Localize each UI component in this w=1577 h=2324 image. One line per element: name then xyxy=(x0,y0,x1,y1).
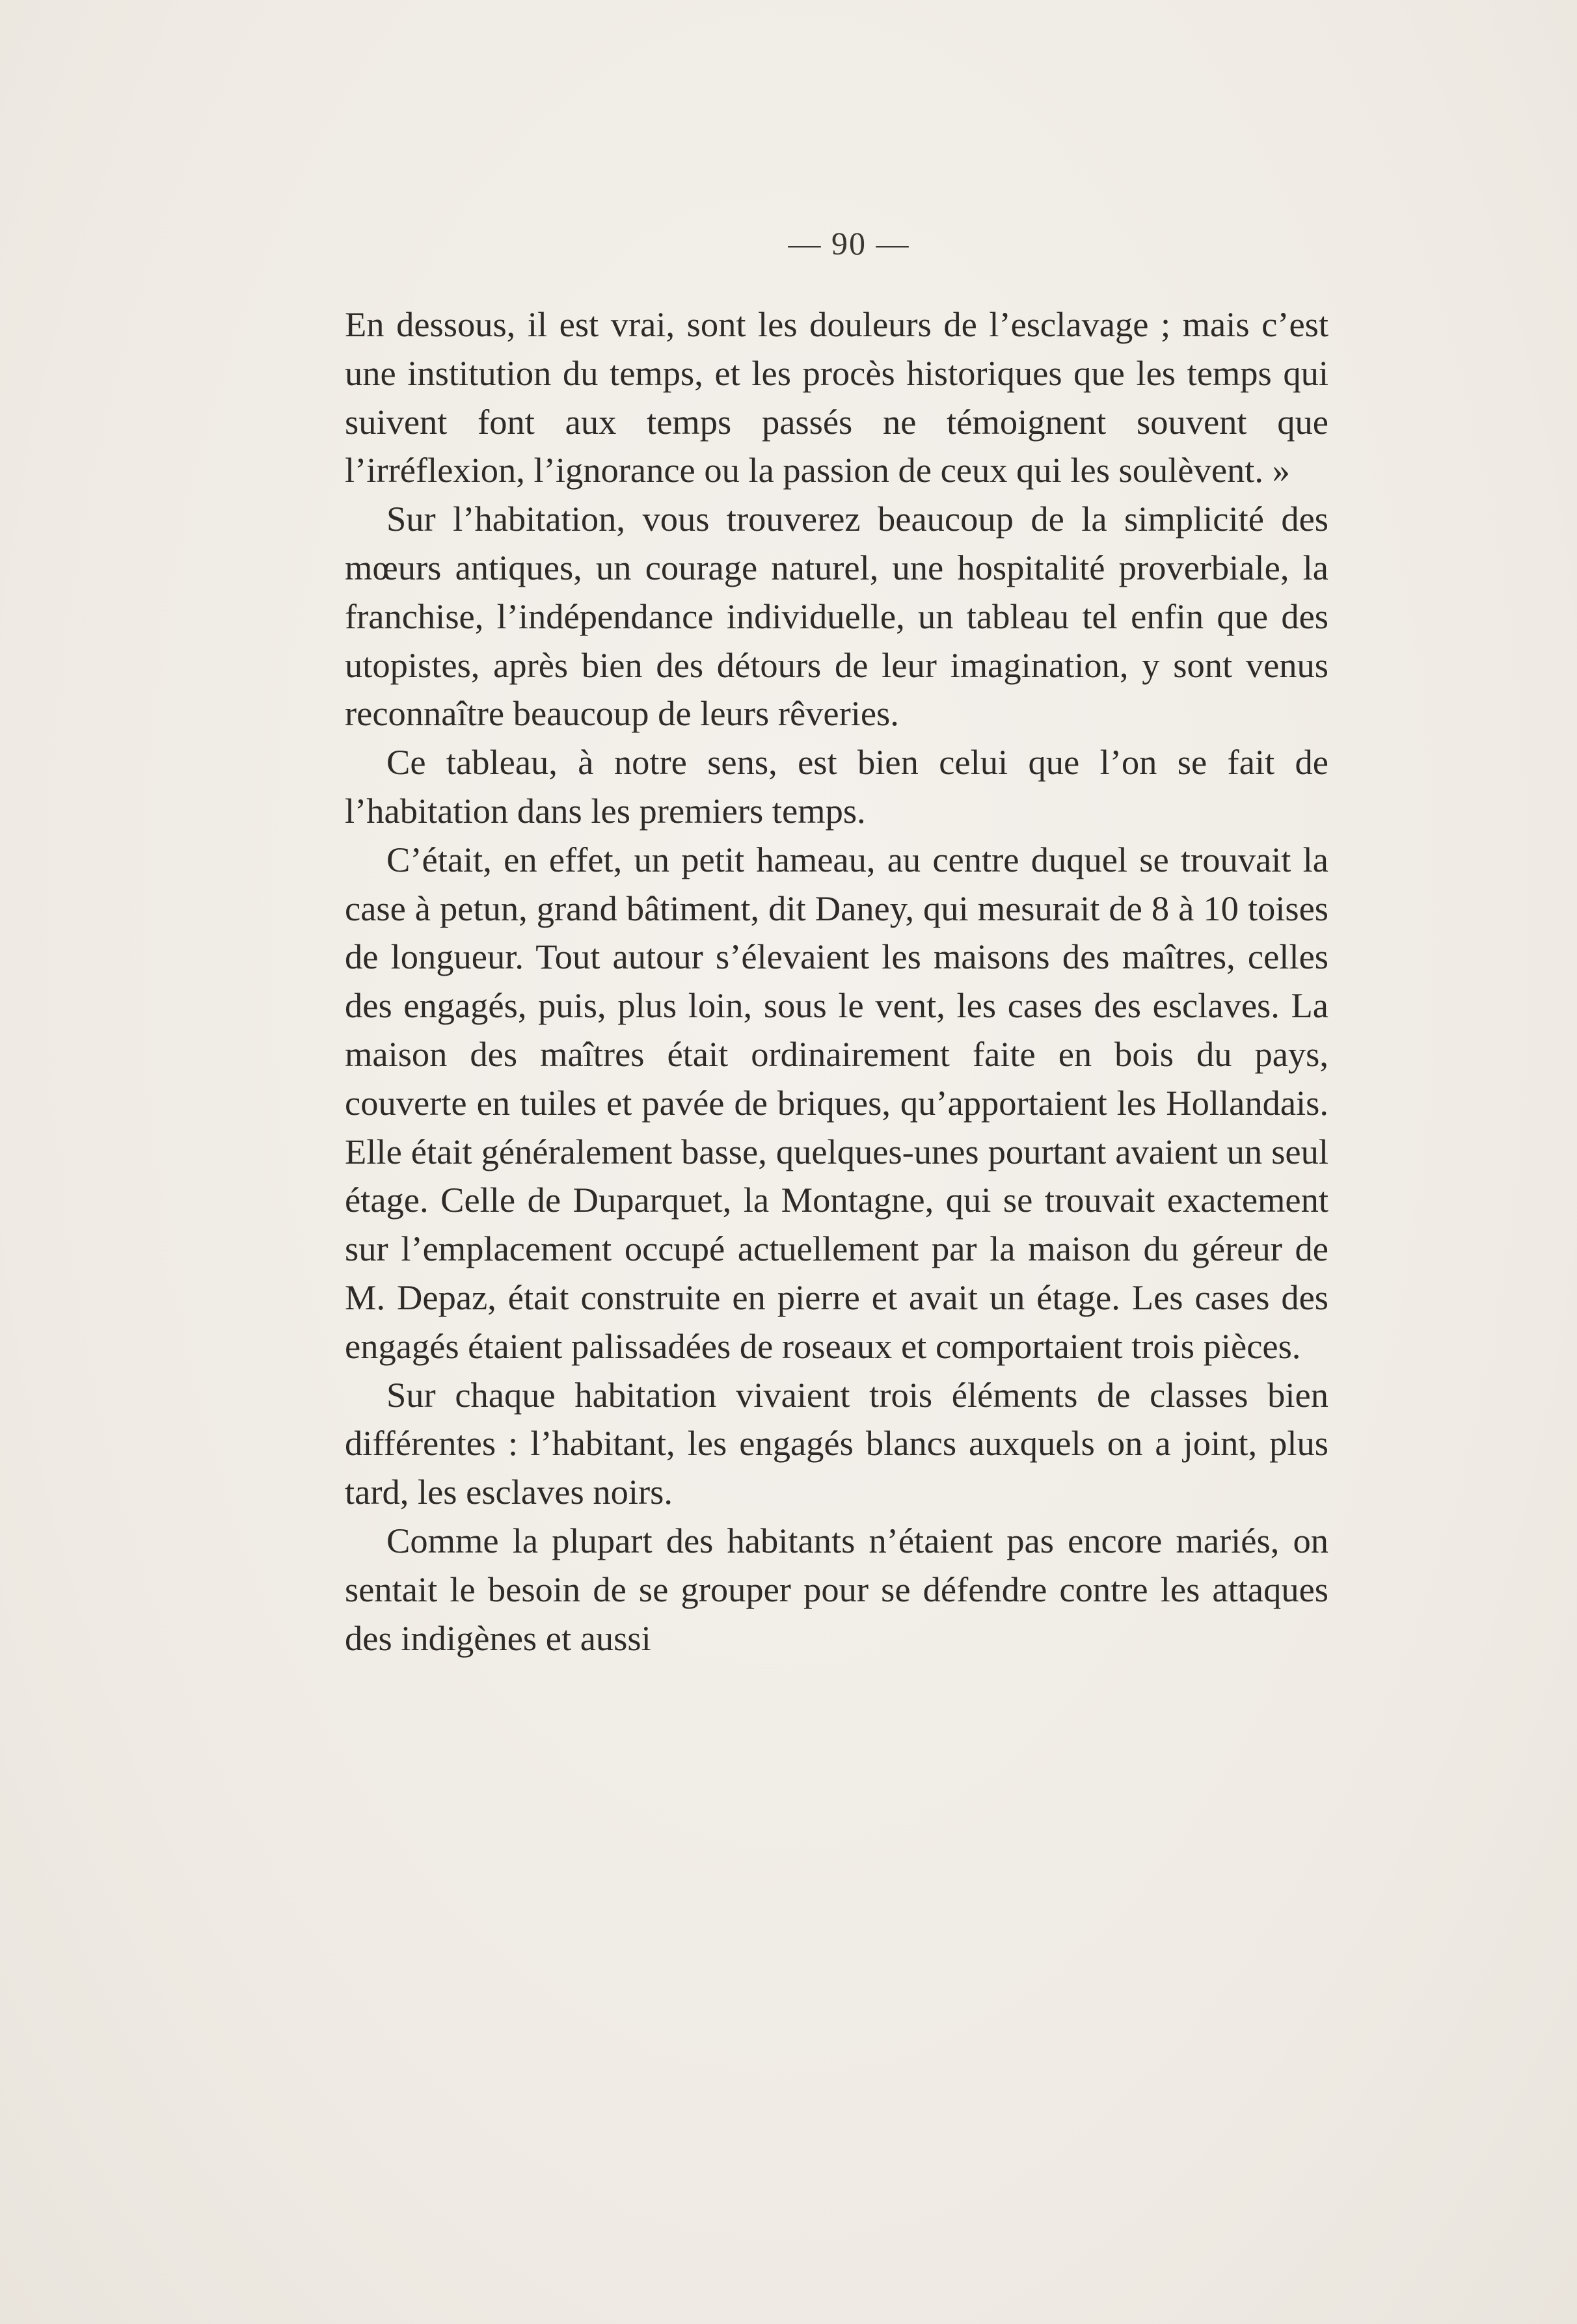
body-text xyxy=(345,301,1328,1663)
paragraph-4: C’était, en effet, un petit hameau, au centre duquel se trouvait la case à petun, grand bâtiment, dit Daney, qui mesurait de 8 à 10 toises de longueur. Tout autour s’élevaient les maisons des maîtres, celles des engagés, puis, plus loin, sous le vent, les cases des esclaves. La maison des maîtres était ordinairement faite en bois du pays, couverte en tuiles et pavée de briques, qu’apportaient les Hollandais. Elle était généralement basse, quelques-unes pourtant avaient un seul étage. Celle de Duparquet, la Montagne, qui se trouvait exactement sur l’emplacement occupé actuellement par la maison du géreur de M. Depaz, était construite en pierre et avait un étage. Les cases des engagés étaient palissadées de roseaux et comportaient trois pièces. xyxy=(345,839,1328,1366)
paragraph-1: En dessous, il est vrai, sont les douleurs de l’esclavage ; mais c’est une institution du temps, et les procès historiques que les temps qui suivent font aux temps passés ne témoignent souvent que l’irréflexion, l’ignorance ou la passion de ceux qui les soulèvent. » xyxy=(345,304,1328,490)
paragraph-6: Comme la plupart des habitants n’étaient pas encore mariés, on sentait le besoin de se grouper pour se défendre contre les attaques des indigènes et aussi xyxy=(345,1520,1328,1658)
paragraph-3: Ce tableau, à notre sens, est bien celui que l’on se fait de l’habitation dans les premiers temps. xyxy=(345,742,1328,831)
paragraph-5: Sur chaque habitation vivaient trois éléments de classes bien différentes : l’habitant, les engagés blancs auxquels on a joint, plus tard, les esclaves noirs. xyxy=(345,1374,1328,1512)
paragraph-2: Sur l’habitation, vous trouverez beaucoup de la simplicité des mœurs antiques, un courage naturel, une hospitalité proverbiale, la franchise, l’indépendance individuelle, un tableau tel enfin que des utopistes, après bien des détours de leur imagination, y sont venus reconnaître beaucoup de leurs rêveries. xyxy=(345,499,1328,734)
page-number: — 90 — xyxy=(788,225,910,261)
